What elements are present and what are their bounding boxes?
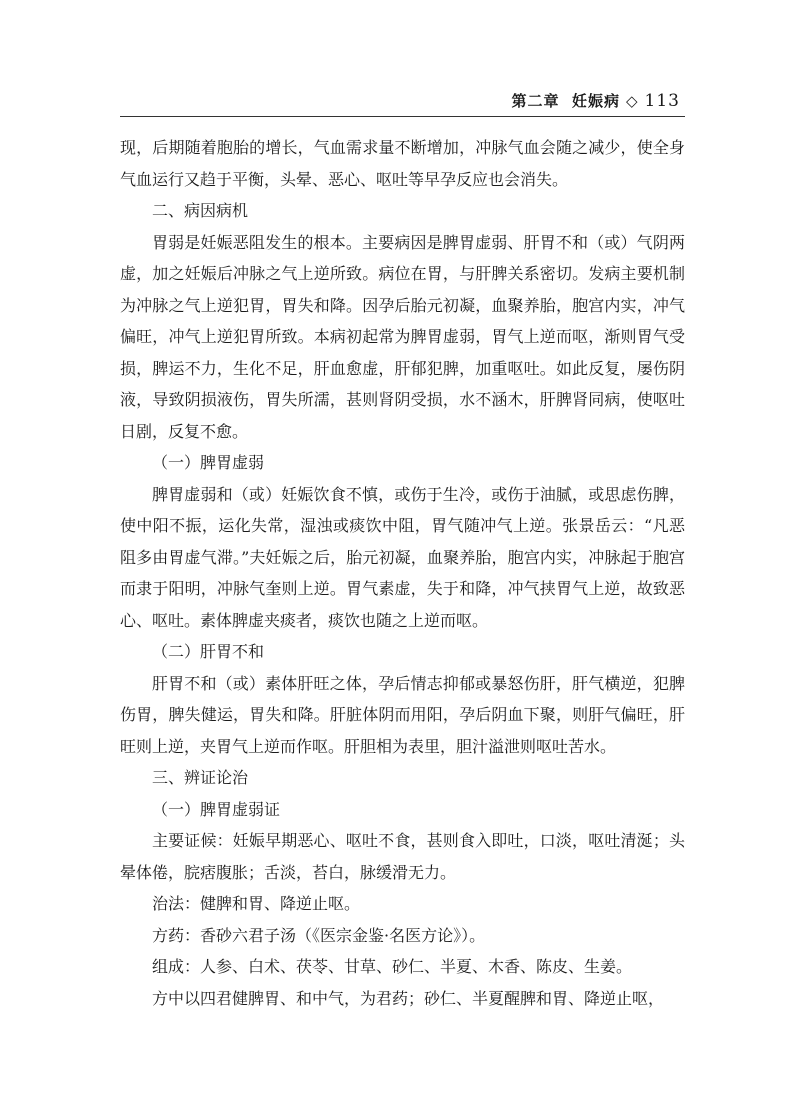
subheading-spleen-stomach-syndrome: （一）脾胃虚弱证 xyxy=(152,799,281,819)
header-rule xyxy=(120,116,685,117)
subheading-liver-stomach: （二）肝胃不和 xyxy=(152,642,265,661)
paragraph-spleen-stomach: 脾胃虚弱和（或）妊娠饮食不慎，或伤于生冷，或伤于油腻，或思虑伤脾，使中阳不振，运化失常，湿浊或痰饮中阻，胃气随冲气上逆。张景岳云：“凡恶阻多由胃虚气滞。”夫妊娠之后，胎元初凝，血聚养胎，胞宫内实，冲脉起于胞宫而隶于阳明，冲脉气奎则上逆。胃气素虚，失于和降，冲气挟胃气上逆，故致恶心、呕吐。素体脾虚夹痰者，痰饮也随之上逆而呕。 xyxy=(120,484,685,630)
chapter-title: 妊娠病 xyxy=(571,92,620,110)
chapter-label: 第二章 xyxy=(511,92,560,110)
section-heading-etiology: 二、病因病机 xyxy=(152,201,249,220)
paragraph-symptoms: 主要证候：妊娠早期恶心、呕吐不食，甚则食入即吐，口淡，呕吐清涎；头晕体倦，脘痞腹胀；舌淡，苔白，脉缓滑无力。 xyxy=(120,831,685,882)
running-header xyxy=(512,90,680,111)
page-body xyxy=(120,132,685,1014)
paragraph-etiology: 胃弱是妊娠恶阻发生的根本。主要病因是脾胃虚弱、肝胃不和（或）气阴两虚，加之妊娠后冲脉之气上逆所致。病位在胃，与肝脾关系密切。发病主要机制为冲脉之气上逆犯胃，胃失和降。因孕后胎元初凝，血聚养胎，胞宫内实，冲气偏旺，冲气上逆犯胃所致。本病初起常为脾胃虚弱，胃气上逆而呕，渐则胃气受损，脾运不力，生化不足，肝血愈虚，肝郁犯脾，加重呕吐。如此反复，屡伤阴液，导致阴损液伤，胃失所濡，甚则肾阴受损，水不涵木，肝脾肾同病，使呕吐日剧，反复不愈。 xyxy=(120,232,685,441)
paragraph-explanation: 方中以四君健脾胃、和中气，为君药；砂仁、半夏醒脾和胃、降逆止呕， xyxy=(152,988,665,1008)
section-heading-treatment: 三、辨证论治 xyxy=(152,768,249,787)
paragraph-composition: 组成：人参、白术、茯苓、甘草、砂仁、半夏、木香、陈皮、生姜。 xyxy=(152,957,633,976)
diamond-icon: ◇ xyxy=(626,92,639,110)
paragraph-prescription: 方药：香砂六君子汤（《医宗金鉴·名医方论》）。 xyxy=(152,925,486,945)
page-number: 113 xyxy=(644,91,680,111)
subheading-spleen-stomach-weak: （一）脾胃虚弱 xyxy=(152,453,265,472)
paragraph-therapy: 治法：健脾和胃、降逆止呕。 xyxy=(152,894,361,913)
paragraph-continuation: 现，后期随着胞胎的增长，气血需求量不断增加，冲脉气血会随之减少，使全身气血运行又趋于平衡，头晕、恶心、呕吐等早孕反应也会消失。 xyxy=(120,138,685,189)
paragraph-liver-stomach: 肝胃不和（或）素体肝旺之体，孕后情志抑郁或暴怒伤肝，肝气横逆，犯脾伤胃，脾失健运，胃失和降。肝脏体阴而用阳，孕后阴血下聚，则肝气偏旺，肝旺则上逆，夹胃气上逆而作呕。肝胆相为表里，胆汁溢泄则呕吐苦水。 xyxy=(120,673,685,756)
